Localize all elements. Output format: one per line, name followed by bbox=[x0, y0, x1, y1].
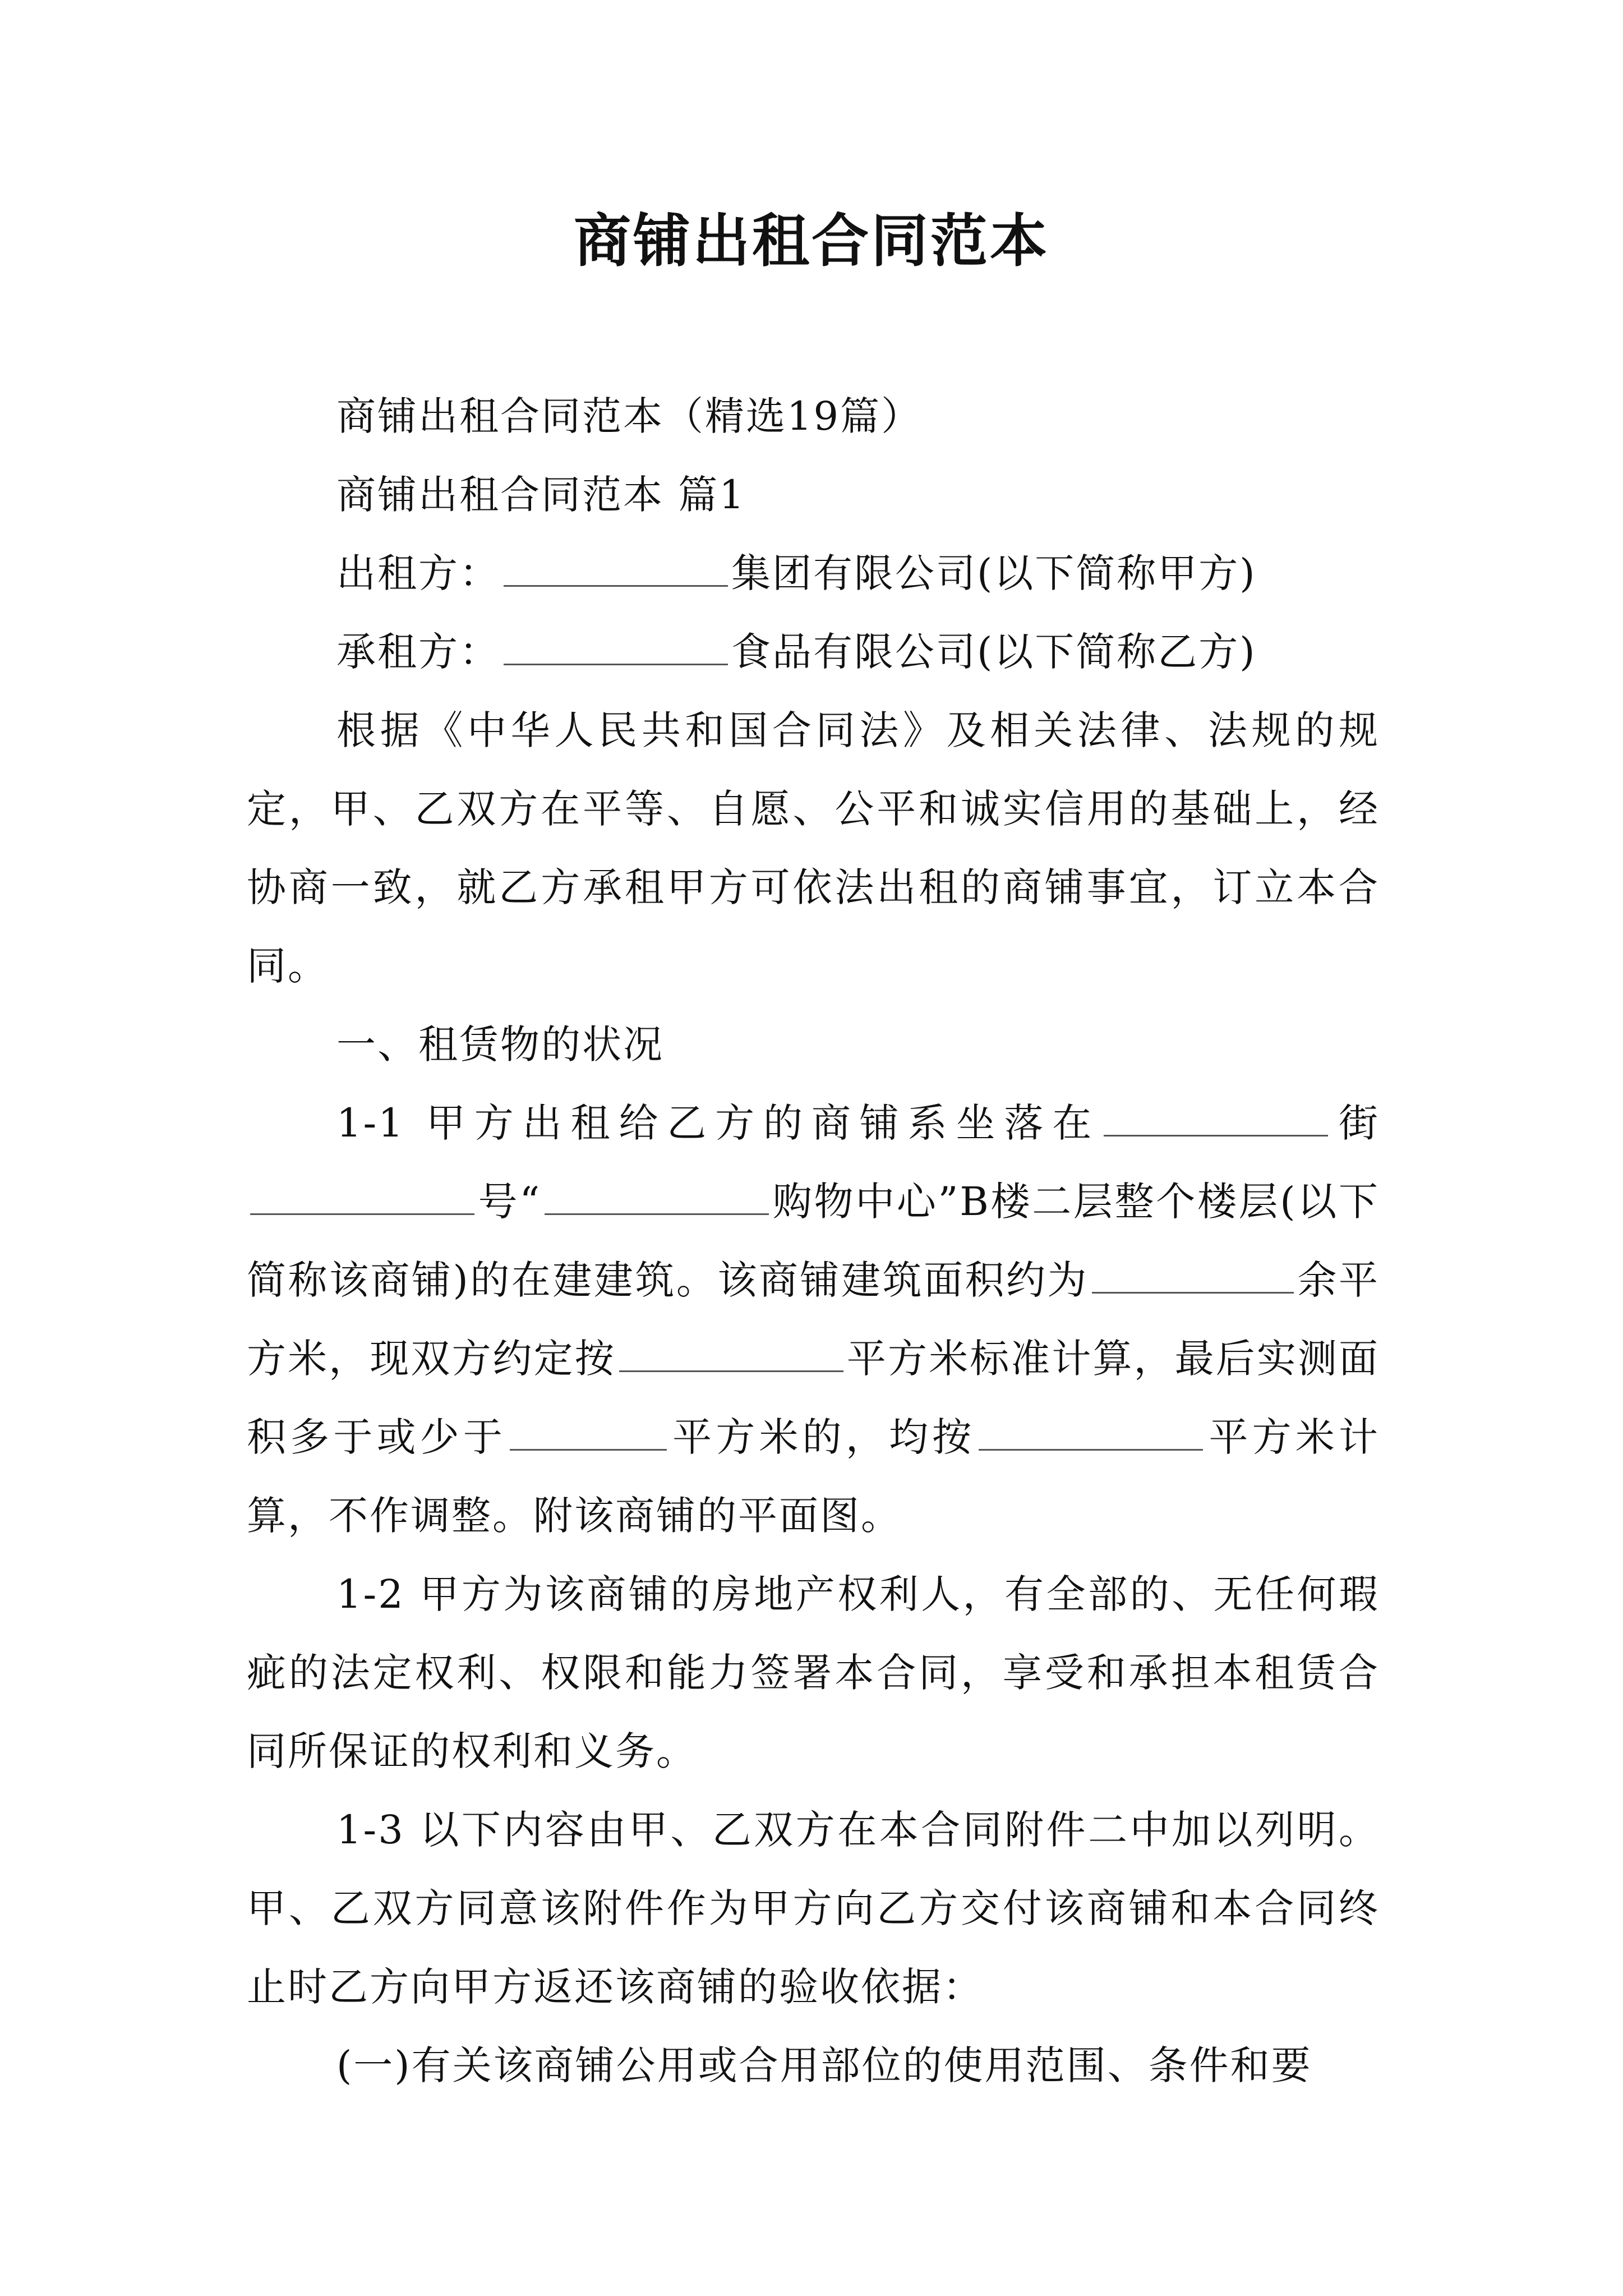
clause-1-1-text: 平方米计算，不作调整。附该商铺的平面图。 bbox=[247, 1414, 1380, 1539]
chapter-heading: 一、租赁物的状况 bbox=[336, 1022, 664, 1068]
lessor-label: 出租方： bbox=[336, 550, 500, 596]
clause-1-1-text: 平方米的，均按 bbox=[670, 1414, 976, 1460]
document-title: 商铺出租合同范本 bbox=[574, 208, 1049, 275]
lessor-name-blank bbox=[504, 542, 728, 587]
lessor-suffix: 集团有限公司(以下简称甲方) bbox=[731, 550, 1257, 596]
list-item-1: (一)有关该商铺公用或合用部位的使用范围、条件和要 bbox=[336, 2042, 1312, 2088]
area-blank bbox=[1092, 1249, 1294, 1294]
tolerance-blank bbox=[510, 1406, 667, 1451]
clause-1-1-text: 平方米标准计算，最后实测面积多于或少于 bbox=[247, 1336, 1380, 1460]
clause-1-1-text: 余平方米，现双方约定按 bbox=[247, 1257, 1380, 1382]
clause-1-3: 1-3 以下内容由甲、乙双方在本合同附件二中加以列明。甲、乙双方同意该附件作为甲方向乙方交付该商铺和本合同终止时乙方向甲方返还该商铺的验收依据： bbox=[247, 1807, 1380, 2010]
clause-1-1 bbox=[247, 1084, 1380, 1555]
preamble-paragraph: 根据《中华人民共和国合同法》及相关法律、法规的规定，甲、乙双方在平等、自愿、公平和诚实信用的基础上，经协商一致，就乙方承租甲方可依法出租的商铺事宜，订立本合同。 bbox=[247, 707, 1380, 989]
lessor-line bbox=[247, 534, 1380, 613]
number-blank bbox=[250, 1171, 474, 1215]
clause-1-1-text: 号“ bbox=[478, 1179, 542, 1225]
calc-area-blank bbox=[979, 1406, 1203, 1451]
street-blank bbox=[1104, 1092, 1328, 1137]
clause-1-1-text: 购物中心”B楼二层整个楼层(以下简称该商铺)的在建建筑。该商铺建筑面积约为 bbox=[247, 1179, 1380, 1303]
lessee-label: 承租方： bbox=[336, 629, 500, 675]
document-body bbox=[247, 377, 1380, 2105]
lessee-suffix: 食品有限公司(以下简称乙方) bbox=[731, 629, 1257, 675]
standard-area-blank bbox=[619, 1328, 843, 1372]
clause-1-1-text: 街 bbox=[1331, 1100, 1380, 1146]
lessee-line bbox=[247, 613, 1380, 691]
section-heading: 商铺出租合同范本 篇1 bbox=[336, 472, 746, 518]
clause-1-1-text: 1-1 甲方出租给乙方的商铺系坐落在 bbox=[336, 1100, 1101, 1146]
mall-name-blank bbox=[545, 1171, 769, 1215]
document-subtitle: 商铺出租合同范本（精选19篇） bbox=[336, 393, 923, 439]
clause-1-2: 1-2 甲方为该商铺的房地产权利人，有全部的、无任何瑕疵的法定权利、权限和能力签署本合同，享受和承担本租赁合同所保证的权利和义务。 bbox=[247, 1571, 1380, 1774]
lessee-name-blank bbox=[504, 621, 728, 665]
